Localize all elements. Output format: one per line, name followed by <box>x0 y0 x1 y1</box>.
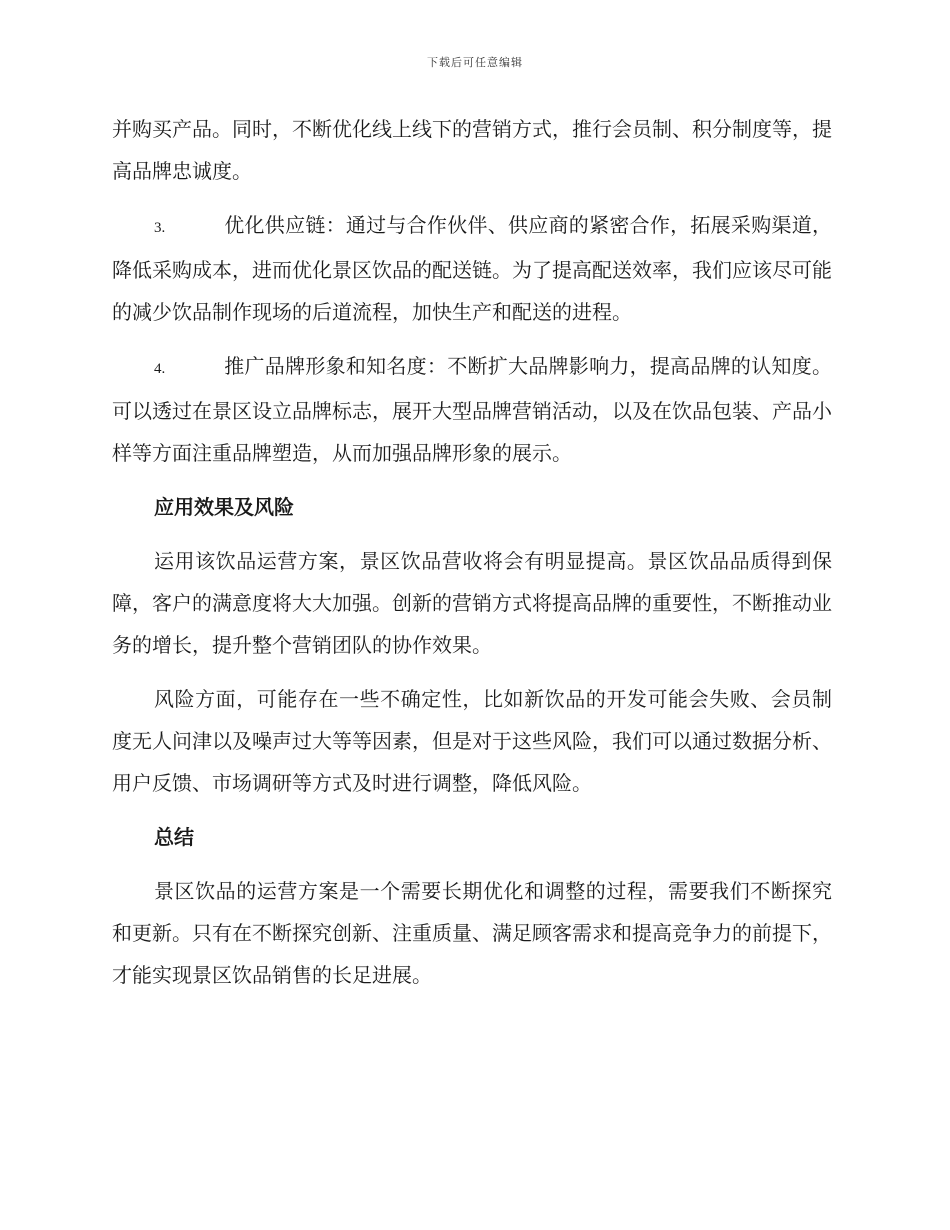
list-item-4 <box>112 345 832 474</box>
section-heading-summary: 总结 <box>154 825 194 849</box>
list-item-text: 推广品牌形象和知名度：不断扩大品牌影响力，提高品牌的认知度。可以透过在景区设立品牌标志，展开大型品牌营销活动，以及在饮品包装、产品小样等方面注重品牌塑造，从而加强品牌形象的展示。 <box>112 354 832 465</box>
list-item-3 <box>112 204 832 333</box>
document-body <box>112 108 832 1008</box>
paragraph-risks: 风险方面，可能存在一些不确定性，比如新饮品的开发可能会失败、会员制度无人问津以及噪声过大等等因素，但是对于这些风险，我们可以通过数据分析、用户反馈、市场调研等方式及时进行调整，降低风险。 <box>112 687 832 795</box>
list-item-text: 优化供应链：通过与合作伙伴、供应商的紧密合作，拓展采购渠道，降低采购成本，进而优化景区饮品的配送链。为了提高配送效率，我们应该尽可能的减少饮品制作现场的后道流程，加快生产和配送的进程。 <box>112 213 832 324</box>
paragraph-effects: 运用该饮品运营方案，景区饮品营收将会有明显提高。景区饮品品质得到保障，客户的满意度将大大加强。创新的营销方式将提高品牌的重要性，不断推动业务的增长，提升整个营销团队的协作效果。 <box>112 549 832 657</box>
list-number: 3. <box>154 220 166 236</box>
list-number: 4. <box>154 361 166 377</box>
page-header: 下载后可任意编辑 <box>427 56 523 69</box>
paragraph-summary: 景区饮品的运营方案是一个需要长期优化和调整的过程，需要我们不断探究和更新。只有在不断探究创新、注重质量、满足顾客需求和提高竞争力的前提下，才能实现景区饮品销售的长足进展。 <box>112 879 832 987</box>
section-heading-effects-risks: 应用效果及风险 <box>154 495 294 519</box>
paragraph-intro-continuation: 并购买产品。同时，不断优化线上线下的营销方式，推行会员制、积分制度等，提高品牌忠诚度。 <box>112 117 832 183</box>
